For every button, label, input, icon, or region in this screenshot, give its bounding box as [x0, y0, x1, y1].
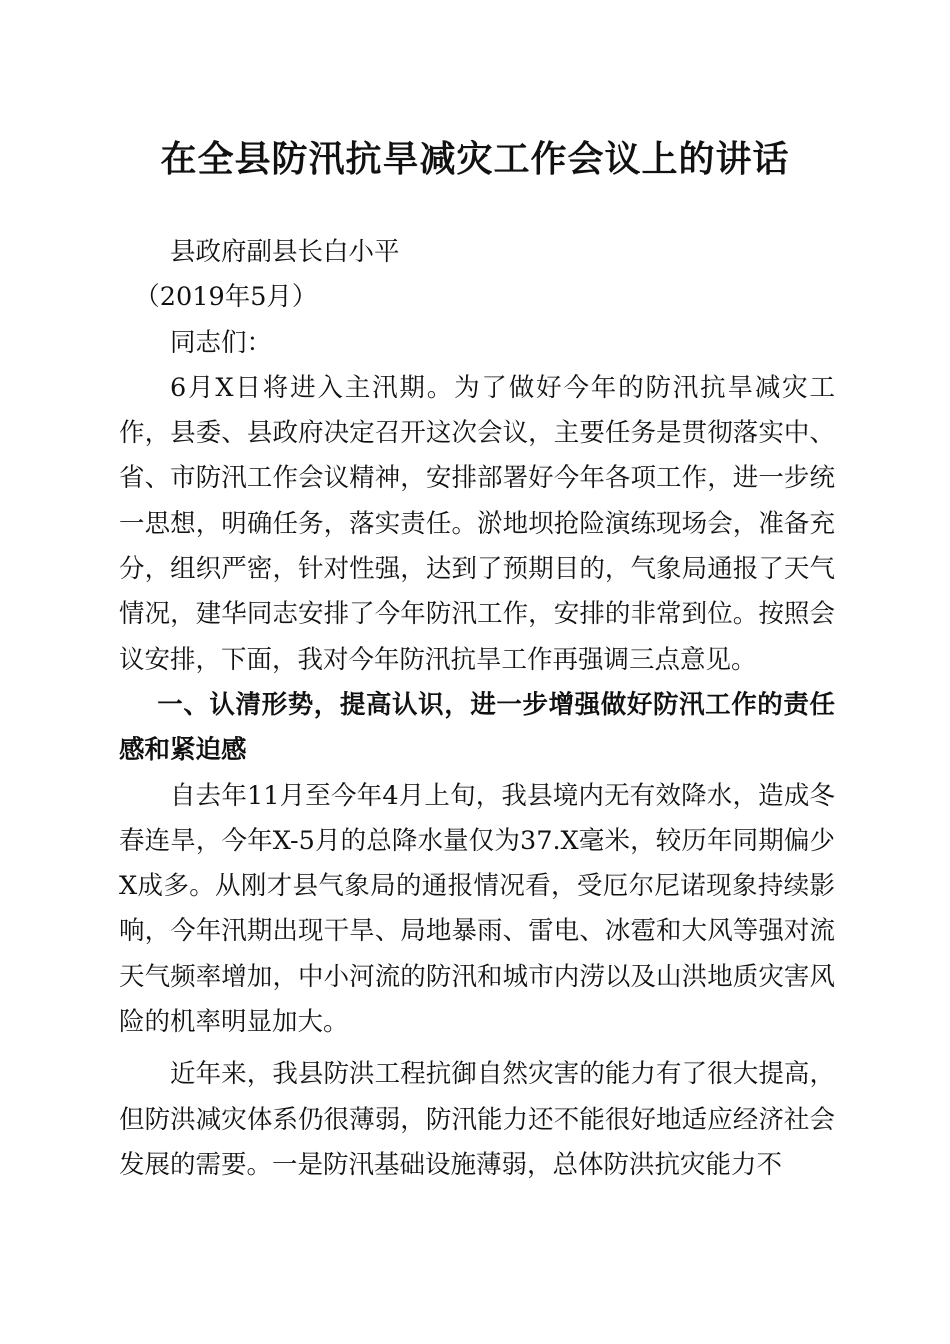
- date-line: （2019年5月）: [134, 282, 318, 313]
- paragraph-intro: 6月X日将进入主汛期。为了做好今年的防汛抗旱减灾工作，县委、县政府决定召开这次会议，主要任务是贯彻落实中、省、市防汛工作会议精神，安排部署好今年各项工作，进一步统一思想，明确任务，落实责任。淤地坝抢险演练现场会，准备充分，组织严密，针对性强，达到了预期目的，气象局通报了天气情况，建华同志安排了今年防汛工作，安排的非常到位。按照会议安排，下面，我对今年防汛抗旱工作再强调三点意见。: [119, 372, 835, 675]
- paragraph-flood-control: 近年来，我县防洪工程抗御自然灾害的能力有了很大提高，但防洪减灾体系仍很薄弱，防汛能力还不能很好地适应经济社会发展的需要。一是防汛基础设施薄弱，总体防洪抗灾能力不: [119, 1059, 835, 1180]
- paragraph-weather: 自去年11月至今年4月上旬，我县境内无有效降水，造成冬春连旱，今年X-5月的总降水量仅为37.X毫米，较历年同期偏少X成多。从刚才县气象局的通报情况看，受厄尔尼诺现象持续影响，今年汛期出现干旱、局地暴雨、雷电、冰雹和大风等强对流天气频率增加，中小河流的防汛和城市内涝以及山洪地质灾害风险的机率明显加大。: [119, 780, 835, 1038]
- speaker-line: 县政府副县长白小平: [170, 237, 400, 267]
- document-body: [119, 230, 835, 1188]
- greeting-line: 同志们：: [170, 327, 273, 358]
- document-title: 在全县防汛抗旱减灾工作会议上的讲话: [160, 138, 790, 180]
- section-heading-1: 一、认清形势，提高认识，进一步增强做好防汛工作的责任感和紧迫感: [119, 689, 835, 766]
